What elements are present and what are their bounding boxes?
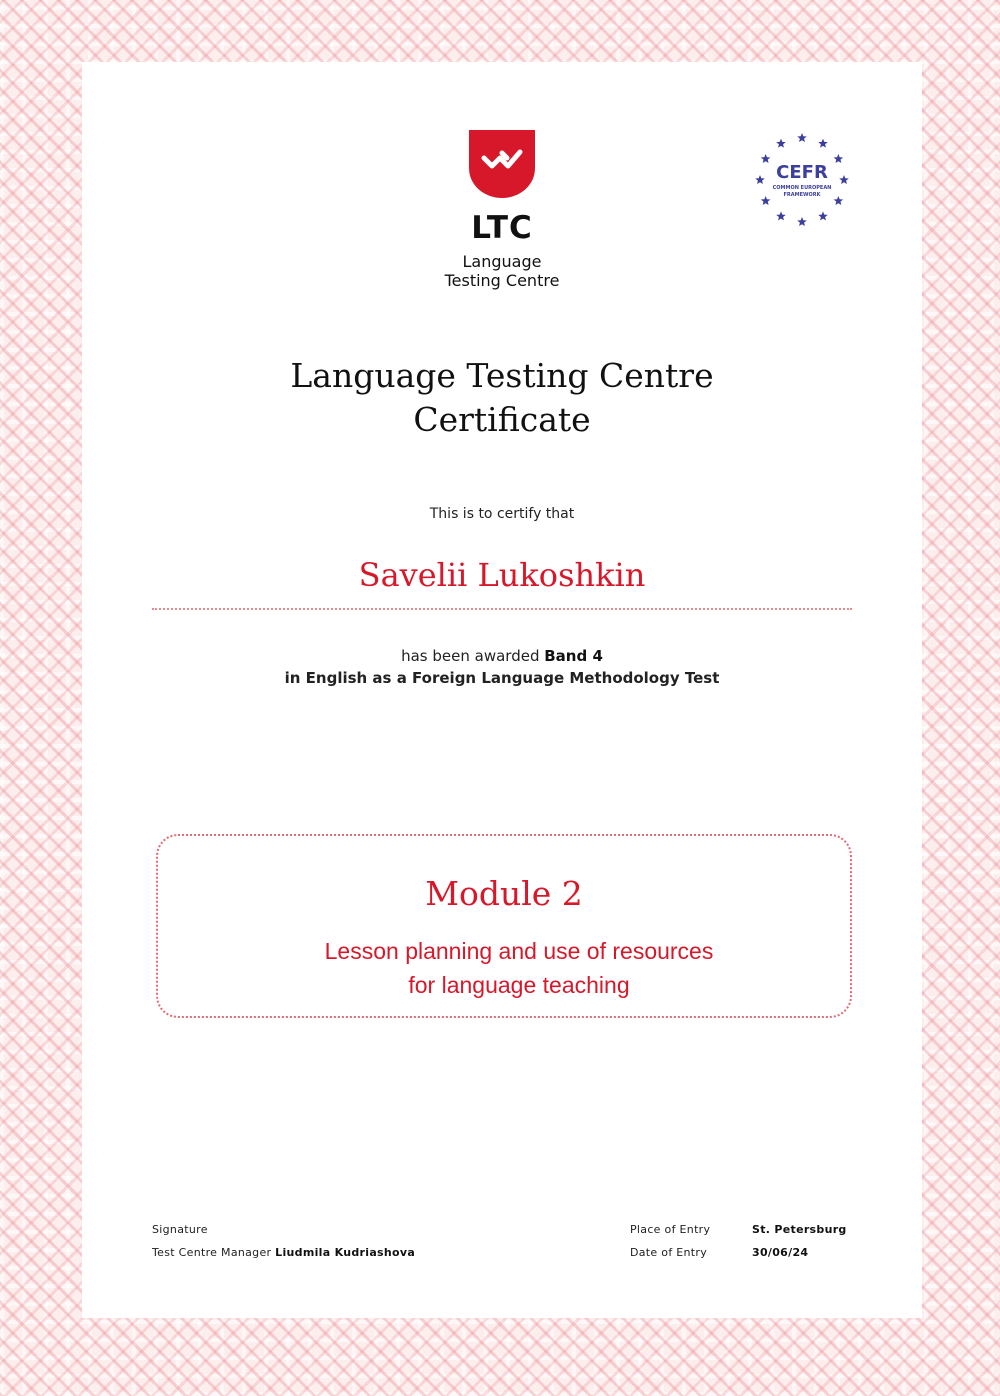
signature-label: Signature xyxy=(152,1223,208,1236)
date-value: 30/06/24 xyxy=(752,1246,809,1259)
manager-name: Liudmila Kudriashova xyxy=(275,1246,416,1259)
title-line2: Certificate xyxy=(413,400,591,439)
star-icon xyxy=(818,139,828,148)
star-icon xyxy=(776,139,786,148)
place-label: Place of Entry xyxy=(630,1223,711,1236)
place-row xyxy=(630,1218,847,1241)
date-label: Date of Entry xyxy=(630,1246,708,1259)
cefr-label: CEFR xyxy=(776,162,828,183)
logo-name-line1: Language xyxy=(462,252,542,271)
certificate-title xyxy=(202,354,802,442)
cefr-subtitle-line2: FRAMEWORK xyxy=(783,192,821,198)
certificate-sheet xyxy=(82,62,922,1318)
star-icon xyxy=(755,175,765,184)
star-icon xyxy=(839,175,849,184)
test-name: in English as a Foreign Language Methodology Test xyxy=(284,669,720,687)
signature-block xyxy=(152,1218,415,1264)
star-icon xyxy=(818,211,828,220)
star-icon xyxy=(761,196,771,205)
award-prefix: has been awarded xyxy=(401,647,545,665)
date-row xyxy=(630,1241,847,1264)
shield-checkmark-icon xyxy=(467,128,537,200)
manager-line xyxy=(152,1241,415,1264)
module-title: Module 2 xyxy=(425,874,583,913)
star-icon xyxy=(761,154,771,163)
module-description-line1: Lesson planning and use of resources xyxy=(324,938,714,964)
place-value: St. Petersburg xyxy=(752,1223,847,1236)
manager-role: Test Centre Manager xyxy=(152,1246,276,1259)
module-description xyxy=(158,934,850,1002)
star-icon xyxy=(834,196,844,205)
logo-name-line2: Testing Centre xyxy=(444,271,560,290)
eu-stars-seal-icon xyxy=(750,128,854,232)
award-statement xyxy=(202,645,802,689)
logo-name xyxy=(402,252,602,290)
logo-abbreviation: LTC xyxy=(471,210,533,246)
star-icon xyxy=(797,217,807,226)
entry-details xyxy=(630,1218,847,1264)
module-description-line2: for language teaching xyxy=(408,972,630,998)
star-icon xyxy=(834,154,844,163)
title-line1: Language Testing Centre xyxy=(290,356,714,395)
holder-name: Savelii Lukoshkin xyxy=(358,556,646,594)
star-icon xyxy=(776,211,786,220)
cefr-subtitle-line1: COMMON EUROPEAN xyxy=(772,185,832,191)
star-icon xyxy=(797,133,807,142)
band-value: Band 4 xyxy=(544,647,603,665)
certify-text: This is to certify that xyxy=(429,506,575,522)
module-box xyxy=(156,834,852,1018)
holder-name-underline xyxy=(152,608,852,610)
